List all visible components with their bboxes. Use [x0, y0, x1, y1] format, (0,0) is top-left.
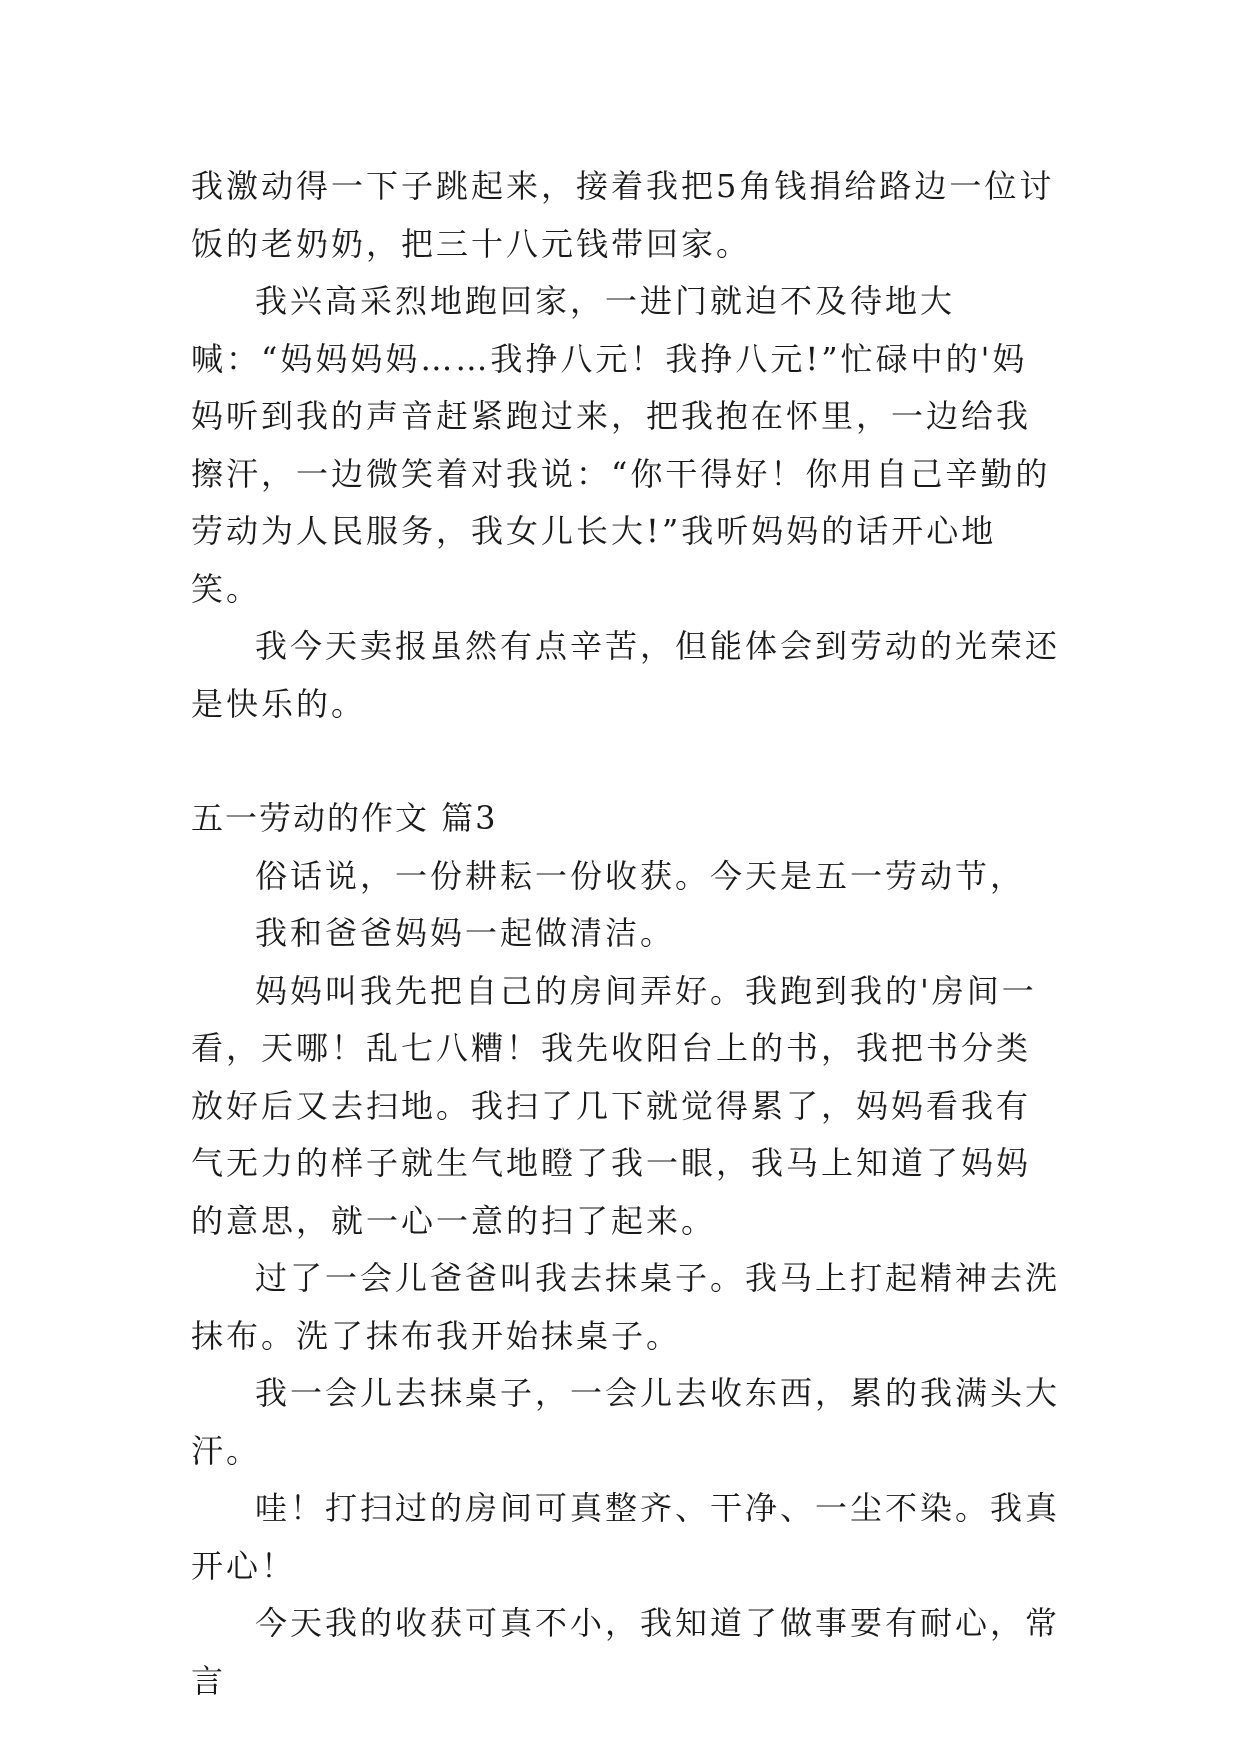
document-body [191, 158, 1061, 1710]
paragraph-text: 妈妈叫我先把自己的房间弄好。我跑到我的'房间一看，天哪！乱七八糟！我先收阳台上的书，我把书分类放好后又去扫地。我扫了几下就觉得累了，妈妈看我有气无力的样子就生气地瞪了我一眼，我马上知道了妈妈的意思，就一心一意的扫了起来。 [191, 971, 1037, 1240]
paragraph-text: 过了一会儿爸爸叫我去抹桌子。我马上打起精神去洗抹布。洗了抹布我开始抹桌子。 [191, 1259, 1061, 1355]
paragraph-text: 我激动得一下子跳起来，接着我把5角钱捐给路边一位讨饭的老奶奶，把三十八元钱带回家。 [191, 167, 1055, 263]
paragraph-text: 我今天卖报虽然有点辛苦，但能体会到劳动的光荣还是快乐的。 [191, 627, 1061, 723]
paragraph-text: 哇！打扫过的房间可真整齐、干净、一尘不染。我真开心！ [191, 1489, 1061, 1585]
paragraph-text: 俗话说，一份耕耘一份收获。今天是五一劳动节， [255, 856, 1026, 895]
paragraph-text: 我一会儿去抹桌子，一会儿去收东西，累的我满头大汗。 [191, 1374, 1061, 1470]
section-title: 五一劳动的作文 篇3 [191, 799, 498, 837]
paragraph-text: 今天我的收获可真不小，我知道了做事要有耐心，常言 [191, 1604, 1061, 1700]
paragraph-text: 我兴高采烈地跑回家，一进门就迫不及待地大喊：“妈妈妈妈……我挣八元！我挣八元!”忙碌中的'妈妈听到我的声音赶紧跑过来，把我抱在怀里，一边给我擦汗，一边微笑着对我说：“你干得好！你用自己辛勤的劳动为人民服务，我女儿长大!”我听妈妈的话开心地笑。 [191, 282, 1051, 608]
paragraph-spacer [191, 733, 1061, 790]
paragraph-text: 我和爸爸妈妈一起做清洁。 [255, 914, 676, 952]
